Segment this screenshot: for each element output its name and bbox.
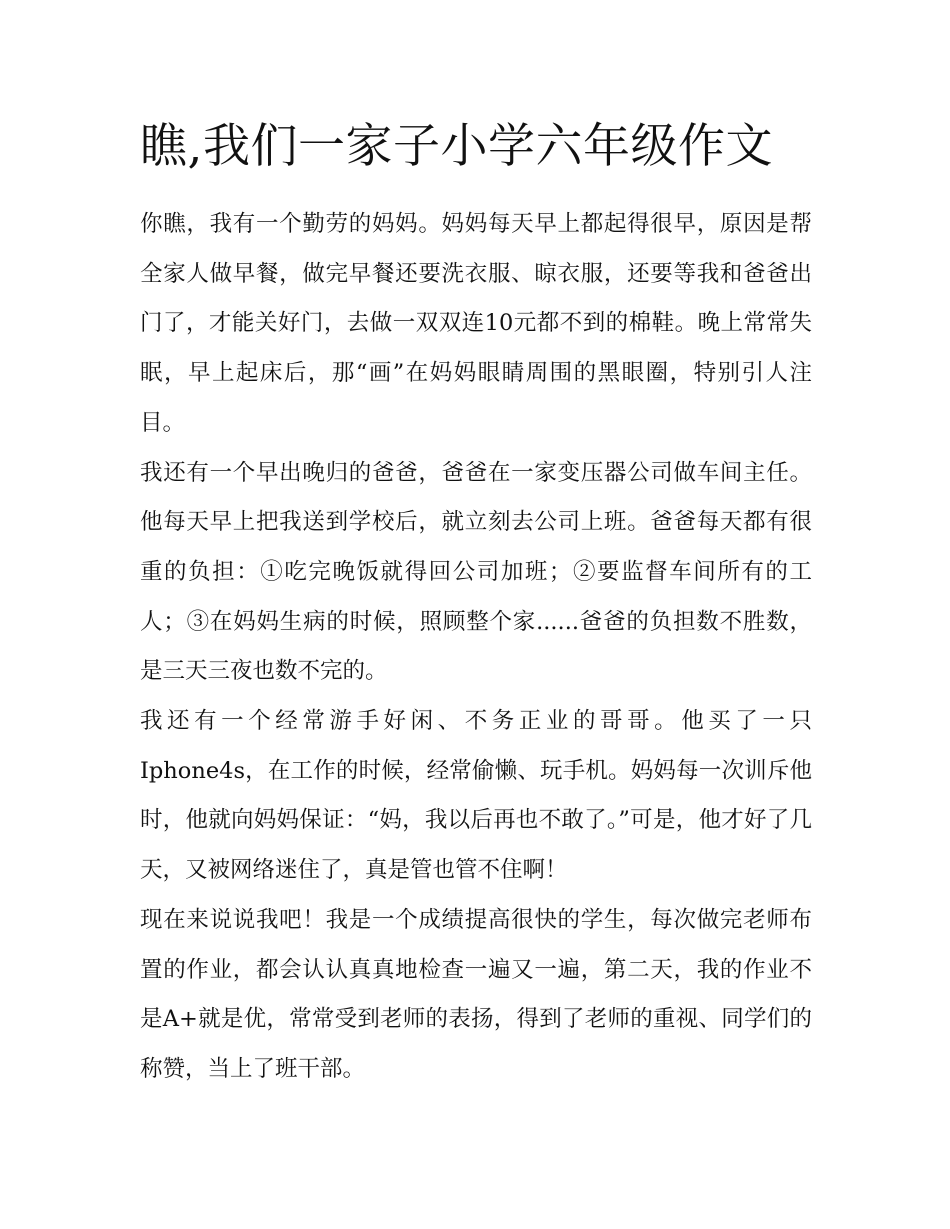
paragraph-me: 现在来说说我吧！我是一个成绩提高很快的学生，每次做完老师布置的作业，都会认认真真地检查一遍又一遍，第二天，我的作业不是A+就是优，常常受到老师的表扬，得到了老师的重视、同学们的称赞，当上了班干部。 — [140, 906, 812, 1082]
paragraph-mother: 你瞧，我有一个勤劳的妈妈。妈妈每天早上都起得很早，原因是帮全家人做早餐，做完早餐还要洗衣服、晾衣服，还要等我和爸爸出门了，才能关好门，去做一双双连10元都不到的棉鞋。晚上常常失眠，早上起床后，那“画”在妈妈眼睛周围的黑眼圈，特别引人注目。 — [140, 211, 812, 436]
paragraph-father: 我还有一个早出晚归的爸爸，爸爸在一家变压器公司做车间主任。他每天早上把我送到学校后，就立刻去公司上班。爸爸每天都有很重的负担：①吃完晚饭就得回公司加班；②要监督车间所有的工人；③在妈妈生病的时候，照顾整个家......爸爸的负担数不胜数，是三天三夜也数不完的。 — [140, 459, 812, 685]
document-page — [140, 112, 812, 1095]
paragraph-brother: 我还有一个经常游手好闲、不务正业的哥哥。他买了一只Iphone4s，在工作的时候，经常偷懒、玩手机。妈妈每一次训斥他时，他就向妈妈保证：“妈，我以后再也不敢了。”可是，他才好了几天，又被网络迷住了，真是管也管不住啊！ — [140, 708, 812, 884]
document-title: 瞧,我们一家子小学六年级作文 — [140, 119, 773, 174]
